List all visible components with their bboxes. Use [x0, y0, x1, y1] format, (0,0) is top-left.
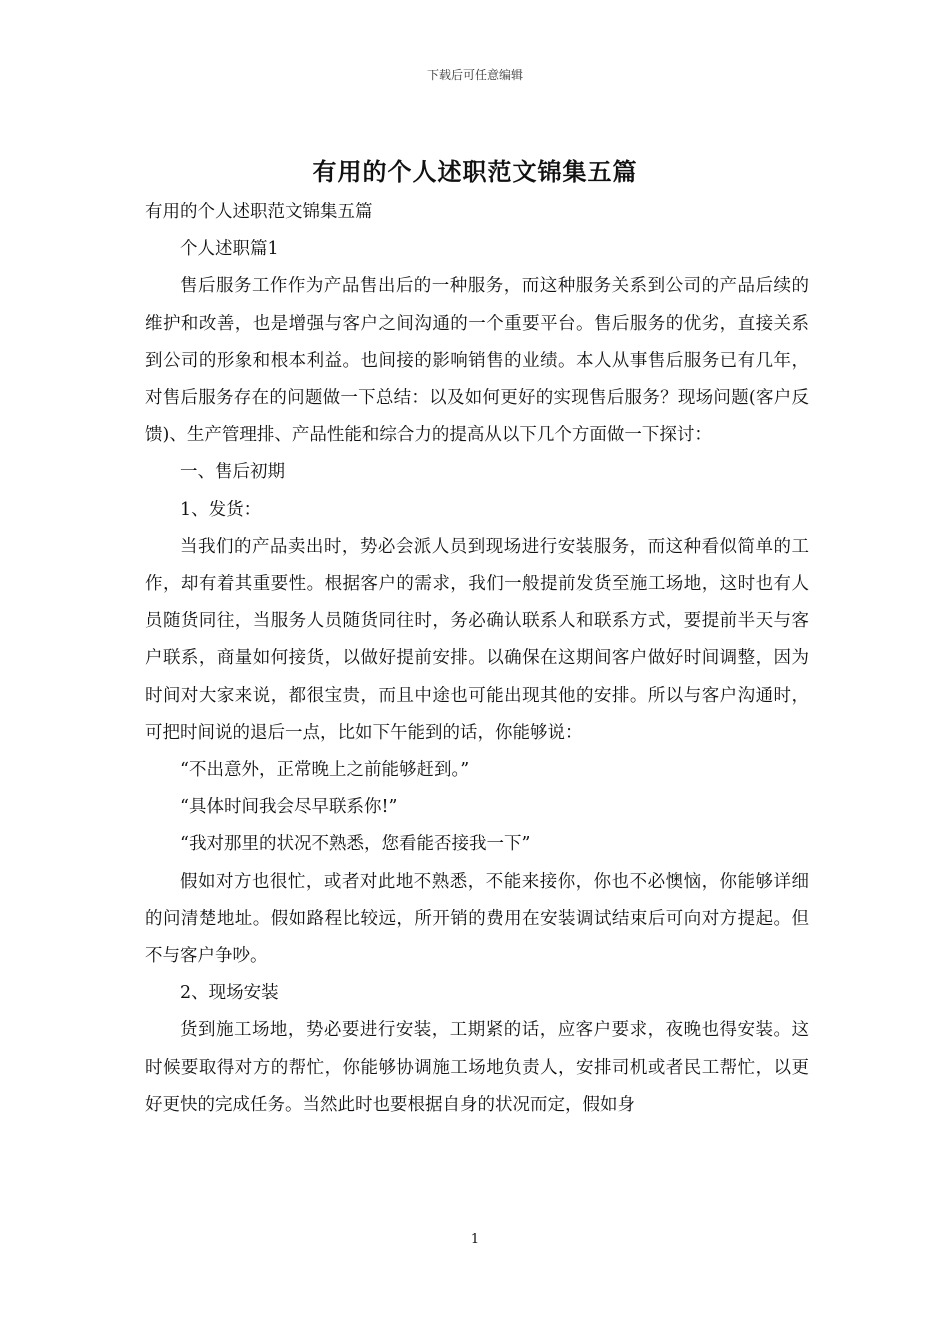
paragraph: 有用的个人述职范文锦集五篇 — [145, 202, 373, 222]
paragraph: 个人述职篇1 — [180, 239, 279, 260]
quote-line: “不出意外，正常晚上之前能够赶到。” — [180, 760, 470, 781]
paragraph: 假如对方也很忙，或者对此地不熟悉，不能来接你，你也不必懊恼，你能够详细的问清楚地址。假如路程比较远，所开销的费用在安装调试结束后可向对方提起。但不与客户争吵。 — [145, 871, 809, 967]
quote-line: “我对那里的状况不熟悉，您看能否接我一下” — [180, 834, 531, 855]
paragraph: 售后服务工作作为产品售出后的一种服务，而这种服务关系到公司的产品后续的维护和改善，也是增强与客户之间沟通的一个重要平台。售后服务的优劣，直接关系到公司的形象和根本利益。也间接的影响销售的业绩。本人从事售后服务已有几年，对售后服务存在的问题做一下总结：以及如何更好的实现售后服务？现场问题(客户反馈)、生产管理排、产品性能和综合力的提高从以下几个方面做一下探讨： — [145, 276, 809, 446]
document-body — [145, 194, 809, 1124]
subsection-heading: 1、发货： — [180, 499, 262, 520]
quote-line: “具体时间我会尽早联系你!” — [180, 797, 398, 818]
paragraph: 货到施工场地，势必要进行安装，工期紧的话，应客户要求，夜晚也得安装。这时候要取得对方的帮忙，你能够协调施工场地负责人，安排司机或者民工帮忙，以更好更快的完成任务。当然此时也要根据自身的状况而定，假如身 — [145, 1020, 809, 1115]
paragraph: 当我们的产品卖出时，势必会派人员到现场进行安装服务，而这种看似简单的工作，却有着其重要性。根据客户的需求，我们一般提前发货至施工场地，这时也有人员随货同往，当服务人员随货同往时，务必确认联系人和联系方式，要提前半天与客户联系，商量如何接货，以做好提前安排。以确保在这期间客户做好时间调整，因为时间对大家来说，都很宝贵，而且中途也可能出现其他的安排。所以与客户沟通时，可把时间说的退后一点，比如下午能到的话，你能够说： — [145, 536, 809, 743]
page-header-note: 下载后可任意编辑 — [426, 68, 523, 82]
page-number: 1 — [470, 1232, 480, 1247]
subsection-heading: 2、现场安装 — [180, 983, 279, 1004]
section-heading: 一、售后初期 — [180, 462, 285, 483]
document-title: 有用的个人述职范文锦集五篇 — [312, 157, 638, 186]
